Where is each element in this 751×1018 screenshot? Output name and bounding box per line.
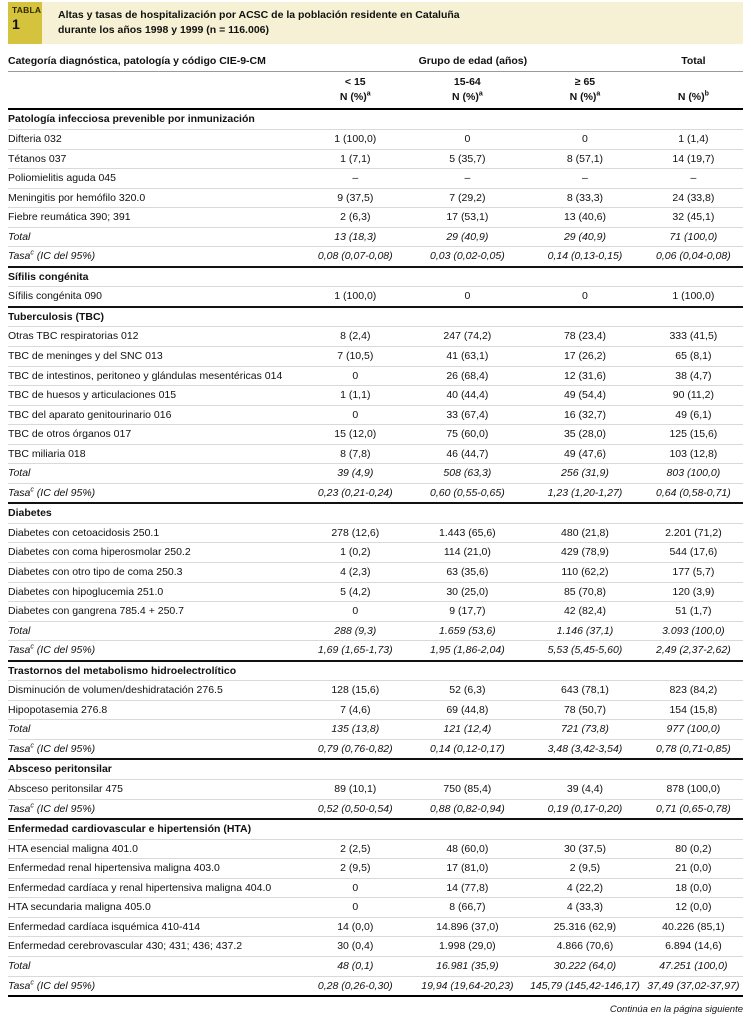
value-cell: 1.443 (65,6) (409, 523, 527, 543)
table-row (8, 621, 743, 641)
value-cell: 0,60 (0,55-0,65) (409, 483, 527, 503)
table-row (8, 956, 743, 976)
row-label: Total (8, 464, 302, 484)
value-cell: 46 (44,7) (409, 444, 527, 464)
value-cell: – (644, 169, 743, 189)
value-cell: 0 (302, 366, 409, 386)
value-cell: 7 (10,5) (302, 347, 409, 367)
value-cell: 429 (78,9) (526, 543, 644, 563)
value-cell: 17 (53,1) (409, 208, 527, 228)
value-cell: 2 (6,3) (302, 208, 409, 228)
footnote-marker: c (30, 643, 34, 651)
value-cell: 38 (4,7) (644, 366, 743, 386)
value-cell: 29 (40,9) (526, 227, 644, 247)
row-label: TBC de huesos y articulaciones 015 (8, 386, 302, 406)
section-header-row (8, 503, 743, 523)
row-label: HTA secundaria maligna 405.0 (8, 898, 302, 918)
section-header-row (8, 759, 743, 779)
value-cell: 823 (84,2) (644, 681, 743, 701)
value-cell: 14 (19,7) (644, 149, 743, 169)
table-row (8, 129, 743, 149)
value-cell: 39 (4,4) (526, 780, 644, 800)
value-cell: 13 (40,6) (526, 208, 644, 228)
header-row-groups (8, 52, 743, 72)
row-label: Tasa$^c$ (IC del 95%) (8, 739, 302, 759)
table-tag-number: 1 (12, 16, 20, 32)
value-cell: 71 (100,0) (644, 227, 743, 247)
value-cell: 29 (40,9) (409, 227, 527, 247)
value-cell: 247 (74,2) (409, 327, 527, 347)
value-cell: 7 (29,2) (409, 188, 527, 208)
section-header-row (8, 109, 743, 129)
table-tag (8, 2, 42, 44)
value-cell: 14.896 (37,0) (409, 917, 527, 937)
value-cell: 17 (26,2) (526, 347, 644, 367)
value-cell: 288 (9,3) (302, 621, 409, 641)
value-cell: 1.659 (53,6) (409, 621, 527, 641)
value-cell: 16 (32,7) (526, 405, 644, 425)
row-label: Tasa$^c$ (IC del 95%) (8, 976, 302, 996)
table-tag-label: TABLA (12, 5, 42, 15)
table-title-strip (42, 2, 743, 44)
column-header-total: Total (644, 52, 743, 72)
value-cell: 333 (41,5) (644, 327, 743, 347)
row-label: TBC de intestinos, peritoneo y glándulas mesentéricas 014 (8, 366, 302, 386)
row-label: HTA esencial maligna 401.0 (8, 839, 302, 859)
value-cell: 48 (0,1) (302, 956, 409, 976)
value-cell: 4 (2,3) (302, 563, 409, 583)
row-label: TBC de otros órganos 017 (8, 425, 302, 445)
table-row (8, 563, 743, 583)
row-label: Diabetes con cetoacidosis 250.1 (8, 523, 302, 543)
footnote-marker: c (30, 802, 34, 810)
value-cell: – (302, 169, 409, 189)
value-cell: 0,79 (0,76-0,82) (302, 739, 409, 759)
table-row (8, 247, 743, 267)
value-cell: 750 (85,4) (409, 780, 527, 800)
table-row (8, 917, 743, 937)
value-cell: 1 (7,1) (302, 149, 409, 169)
value-cell: 63 (35,6) (409, 563, 527, 583)
value-cell: 1 (100,0) (644, 287, 743, 307)
section-title: Tuberculosis (TBC) (8, 307, 743, 327)
value-cell: 0,52 (0,50-0,54) (302, 799, 409, 819)
table-row (8, 859, 743, 879)
value-cell: 1 (1,1) (302, 386, 409, 406)
row-label: TBC de meninges y del SNC 013 (8, 347, 302, 367)
value-cell: 1,23 (1,20-1,27) (526, 483, 644, 503)
value-cell: 7 (4,6) (302, 700, 409, 720)
value-cell: 3,48 (3,42-3,54) (526, 739, 644, 759)
table-row (8, 149, 743, 169)
row-label: Tasa$^c$ (IC del 95%) (8, 799, 302, 819)
value-cell: 40 (44,4) (409, 386, 527, 406)
value-cell: 0,08 (0,07-0,08) (302, 247, 409, 267)
value-cell: 0 (302, 602, 409, 622)
table-row (8, 799, 743, 819)
value-cell: 0,14 (0,13-0,15) (526, 247, 644, 267)
value-cell: 40.226 (85,1) (644, 917, 743, 937)
table-row (8, 937, 743, 957)
value-cell: 35 (28,0) (526, 425, 644, 445)
table-body (8, 109, 743, 996)
age-label-15-64: 15-64 (453, 76, 481, 89)
value-cell: 16.981 (35,9) (409, 956, 527, 976)
value-cell: 19,94 (19,64-20,23) (409, 976, 527, 996)
value-cell: 643 (78,1) (526, 681, 644, 701)
footnote-marker: c (30, 742, 34, 750)
value-cell: 75 (60,0) (409, 425, 527, 445)
column-subhead-total (644, 72, 743, 110)
table-row (8, 287, 743, 307)
value-cell: 1 (100,0) (302, 129, 409, 149)
value-cell: 0 (526, 129, 644, 149)
value-cell: 0,71 (0,65-0,78) (644, 799, 743, 819)
row-label: Diabetes con hipoglucemia 251.0 (8, 582, 302, 602)
value-cell: 4 (22,2) (526, 878, 644, 898)
value-cell: 125 (15,6) (644, 425, 743, 445)
value-cell: 1,69 (1,65-1,73) (302, 641, 409, 661)
value-cell: 0 (302, 878, 409, 898)
value-cell: 12 (31,6) (526, 366, 644, 386)
row-label: Total (8, 227, 302, 247)
column-subhead-65-plus (526, 72, 644, 110)
table-row (8, 898, 743, 918)
value-cell: 0,28 (0,26-0,30) (302, 976, 409, 996)
table-title-bar (8, 2, 743, 44)
column-header-category: Categoría diagnóstica, patología y código CIE-9-CM (8, 52, 302, 72)
table-row (8, 878, 743, 898)
value-cell: 30 (37,5) (526, 839, 644, 859)
table-row (8, 739, 743, 759)
value-cell: 24 (33,8) (644, 188, 743, 208)
value-cell: 103 (12,8) (644, 444, 743, 464)
table-row (8, 227, 743, 247)
value-cell: 110 (62,2) (526, 563, 644, 583)
header-row-subheads (8, 72, 743, 110)
table-row (8, 602, 743, 622)
table-row (8, 169, 743, 189)
n-label-65-plus: N (%)$^a$ (569, 90, 601, 104)
table-row (8, 444, 743, 464)
value-cell: 49 (54,4) (526, 386, 644, 406)
row-label: TBC del aparato genitourinario 016 (8, 405, 302, 425)
age-label-under-15: < 15 (344, 76, 366, 89)
section-header-row (8, 307, 743, 327)
row-label: Difteria 032 (8, 129, 302, 149)
section-title: Absceso peritonsilar (8, 759, 743, 779)
value-cell: 154 (15,8) (644, 700, 743, 720)
section-title: Trastornos del metabolismo hidroelectrolítico (8, 661, 743, 681)
age-label-65-plus: ≥ 65 (574, 76, 596, 89)
value-cell: 2 (9,5) (302, 859, 409, 879)
column-subhead-under-15 (302, 72, 409, 110)
footnote-marker: c (30, 249, 34, 257)
value-cell: 39 (4,9) (302, 464, 409, 484)
row-label: Total (8, 956, 302, 976)
row-label: Sífilis congénita 090 (8, 287, 302, 307)
value-cell: 120 (3,9) (644, 582, 743, 602)
row-label: Enfermedad renal hipertensiva maligna 403.0 (8, 859, 302, 879)
continuation-note: Continúa en la página siguiente (609, 1004, 743, 1016)
table-row (8, 543, 743, 563)
section-header-row (8, 267, 743, 287)
row-label: Hipopotasemia 276.8 (8, 700, 302, 720)
table-row (8, 208, 743, 228)
value-cell: 977 (100,0) (644, 720, 743, 740)
table-row (8, 720, 743, 740)
value-cell: 121 (12,4) (409, 720, 527, 740)
value-cell: 78 (23,4) (526, 327, 644, 347)
value-cell: 41 (63,1) (409, 347, 527, 367)
row-label: Tasa$^c$ (IC del 95%) (8, 247, 302, 267)
value-cell: 49 (47,6) (526, 444, 644, 464)
hospitalization-table (8, 52, 743, 997)
value-cell: 80 (0,2) (644, 839, 743, 859)
value-cell: 78 (50,7) (526, 700, 644, 720)
section-title: Diabetes (8, 503, 743, 523)
value-cell: 8 (2,4) (302, 327, 409, 347)
value-cell: 256 (31,9) (526, 464, 644, 484)
value-cell: 0,88 (0,82-0,94) (409, 799, 527, 819)
value-cell: 1.998 (29,0) (409, 937, 527, 957)
table-row (8, 780, 743, 800)
value-cell: 480 (21,8) (526, 523, 644, 543)
section-header-row (8, 661, 743, 681)
value-cell: 4 (33,3) (526, 898, 644, 918)
value-cell: 2,49 (2,37-2,62) (644, 641, 743, 661)
table-row (8, 188, 743, 208)
footnote-marker: c (30, 486, 34, 494)
row-label: Tasa$^c$ (IC del 95%) (8, 641, 302, 661)
value-cell: 37,49 (37,02-37,97) (644, 976, 743, 996)
table-row (8, 582, 743, 602)
row-label: Meningitis por hemófilo 320.0 (8, 188, 302, 208)
value-cell: 3.093 (100,0) (644, 621, 743, 641)
value-cell: 0,06 (0,04-0,08) (644, 247, 743, 267)
value-cell: 13 (18,3) (302, 227, 409, 247)
row-label: Diabetes con coma hiperosmolar 250.2 (8, 543, 302, 563)
value-cell: 21 (0,0) (644, 859, 743, 879)
value-cell: 8 (7,8) (302, 444, 409, 464)
value-cell: 30.222 (64,0) (526, 956, 644, 976)
value-cell: 2.201 (71,2) (644, 523, 743, 543)
value-cell: 89 (10,1) (302, 780, 409, 800)
column-header-age-group: Grupo de edad (años) (302, 52, 644, 72)
value-cell: 145,79 (145,42-146,17) (526, 976, 644, 996)
value-cell: 878 (100,0) (644, 780, 743, 800)
table-title-line1: Altas y tasas de hospitalización por ACSC de la población residente en Cataluña (58, 9, 460, 21)
value-cell: 0 (409, 129, 527, 149)
table-row (8, 483, 743, 503)
value-cell: 5 (35,7) (409, 149, 527, 169)
column-subhead-empty (8, 72, 302, 110)
value-cell: 1 (0,2) (302, 543, 409, 563)
value-cell: 6.894 (14,6) (644, 937, 743, 957)
value-cell: 0 (302, 898, 409, 918)
n-label-under-15: N (%)$^a$ (339, 90, 371, 104)
value-cell: 0,23 (0,21-0,24) (302, 483, 409, 503)
value-cell: 25.316 (62,9) (526, 917, 644, 937)
value-cell: 52 (6,3) (409, 681, 527, 701)
row-label: Tétanos 037 (8, 149, 302, 169)
table-row (8, 523, 743, 543)
value-cell: 114 (21,0) (409, 543, 527, 563)
table-row (8, 425, 743, 445)
table-row (8, 366, 743, 386)
table-row (8, 386, 743, 406)
value-cell: 1 (100,0) (302, 287, 409, 307)
value-cell: 90 (11,2) (644, 386, 743, 406)
value-cell: 42 (82,4) (526, 602, 644, 622)
value-cell: 9 (37,5) (302, 188, 409, 208)
value-cell: 8 (57,1) (526, 149, 644, 169)
section-title: Enfermedad cardiovascular e hipertensión (HTA) (8, 819, 743, 839)
row-label: Diabetes con gangrena 785.4 + 250.7 (8, 602, 302, 622)
row-label: Fiebre reumática 390; 391 (8, 208, 302, 228)
value-cell: 0 (409, 287, 527, 307)
value-cell: – (526, 169, 644, 189)
value-cell: 5 (4,2) (302, 582, 409, 602)
value-cell: 0 (302, 405, 409, 425)
table-row (8, 641, 743, 661)
value-cell: 9 (17,7) (409, 602, 527, 622)
table-title-line2: durante los años 1998 y 1999 (n = 116.006) (58, 24, 269, 37)
value-cell: 721 (73,8) (526, 720, 644, 740)
section-title: Patología infecciosa prevenible por inmunización (8, 109, 743, 129)
n-label-15-64: N (%)$^a$ (451, 90, 483, 104)
row-label: Diabetes con otro tipo de coma 250.3 (8, 563, 302, 583)
value-cell: 51 (1,7) (644, 602, 743, 622)
value-cell: 0,14 (0,12-0,17) (409, 739, 527, 759)
value-cell: 69 (44,8) (409, 700, 527, 720)
value-cell: 2 (2,5) (302, 839, 409, 859)
value-cell: 1,95 (1,86-2,04) (409, 641, 527, 661)
table-row (8, 681, 743, 701)
row-label: Disminución de volumen/deshidratación 276.5 (8, 681, 302, 701)
value-cell: 8 (33,3) (526, 188, 644, 208)
row-label: TBC miliaria 018 (8, 444, 302, 464)
value-cell: 33 (67,4) (409, 405, 527, 425)
section-header-row (8, 819, 743, 839)
value-cell: 85 (70,8) (526, 582, 644, 602)
value-cell: 508 (63,3) (409, 464, 527, 484)
table-row (8, 839, 743, 859)
value-cell: 17 (81,0) (409, 859, 527, 879)
value-cell: 0,03 (0,02-0,05) (409, 247, 527, 267)
value-cell: 177 (5,7) (644, 563, 743, 583)
table-row (8, 464, 743, 484)
value-cell: 26 (68,4) (409, 366, 527, 386)
value-cell: 18 (0,0) (644, 878, 743, 898)
row-label: Total (8, 720, 302, 740)
value-cell: 1.146 (37,1) (526, 621, 644, 641)
value-cell: 128 (15,6) (302, 681, 409, 701)
value-cell: 2 (9,5) (526, 859, 644, 879)
value-cell: 5,53 (5,45-5,60) (526, 641, 644, 661)
row-label: Enfermedad cardíaca y renal hipertensiva maligna 404.0 (8, 878, 302, 898)
value-cell: 544 (17,6) (644, 543, 743, 563)
value-cell: 803 (100,0) (644, 464, 743, 484)
row-label: Enfermedad cardíaca isquémica 410-414 (8, 917, 302, 937)
value-cell: – (409, 169, 527, 189)
value-cell: 4.866 (70,6) (526, 937, 644, 957)
value-cell: 12 (0,0) (644, 898, 743, 918)
footnote-marker: c (30, 979, 34, 986)
value-cell: 30 (25,0) (409, 582, 527, 602)
table-row (8, 700, 743, 720)
value-cell: 0,78 (0,71-0,85) (644, 739, 743, 759)
value-cell: 49 (6,1) (644, 405, 743, 425)
row-label: Poliomielitis aguda 045 (8, 169, 302, 189)
table-row (8, 347, 743, 367)
table-row (8, 327, 743, 347)
value-cell: 30 (0,4) (302, 937, 409, 957)
value-cell: 15 (12,0) (302, 425, 409, 445)
row-label: Enfermedad cerebrovascular 430; 431; 436; 437.2 (8, 937, 302, 957)
value-cell: 0,19 (0,17-0,20) (526, 799, 644, 819)
value-cell: 8 (66,7) (409, 898, 527, 918)
section-title: Sífilis congénita (8, 267, 743, 287)
value-cell: 14 (77,8) (409, 878, 527, 898)
value-cell: 1 (1,4) (644, 129, 743, 149)
value-cell: 278 (12,6) (302, 523, 409, 543)
n-label-total: N (%)$^b$ (677, 90, 709, 104)
row-label: Otras TBC respiratorias 012 (8, 327, 302, 347)
table-row (8, 976, 743, 996)
row-label: Total (8, 621, 302, 641)
value-cell: 0,64 (0,58-0,71) (644, 483, 743, 503)
value-cell: 14 (0,0) (302, 917, 409, 937)
table-row (8, 405, 743, 425)
value-cell: 135 (13,8) (302, 720, 409, 740)
row-label: Tasa$^c$ (IC del 95%) (8, 483, 302, 503)
value-cell: 0 (526, 287, 644, 307)
value-cell: 65 (8,1) (644, 347, 743, 367)
row-label: Absceso peritonsilar 475 (8, 780, 302, 800)
value-cell: 32 (45,1) (644, 208, 743, 228)
table-header (8, 52, 743, 109)
value-cell: 47.251 (100,0) (644, 956, 743, 976)
value-cell: 48 (60,0) (409, 839, 527, 859)
column-subhead-15-64 (409, 72, 527, 110)
